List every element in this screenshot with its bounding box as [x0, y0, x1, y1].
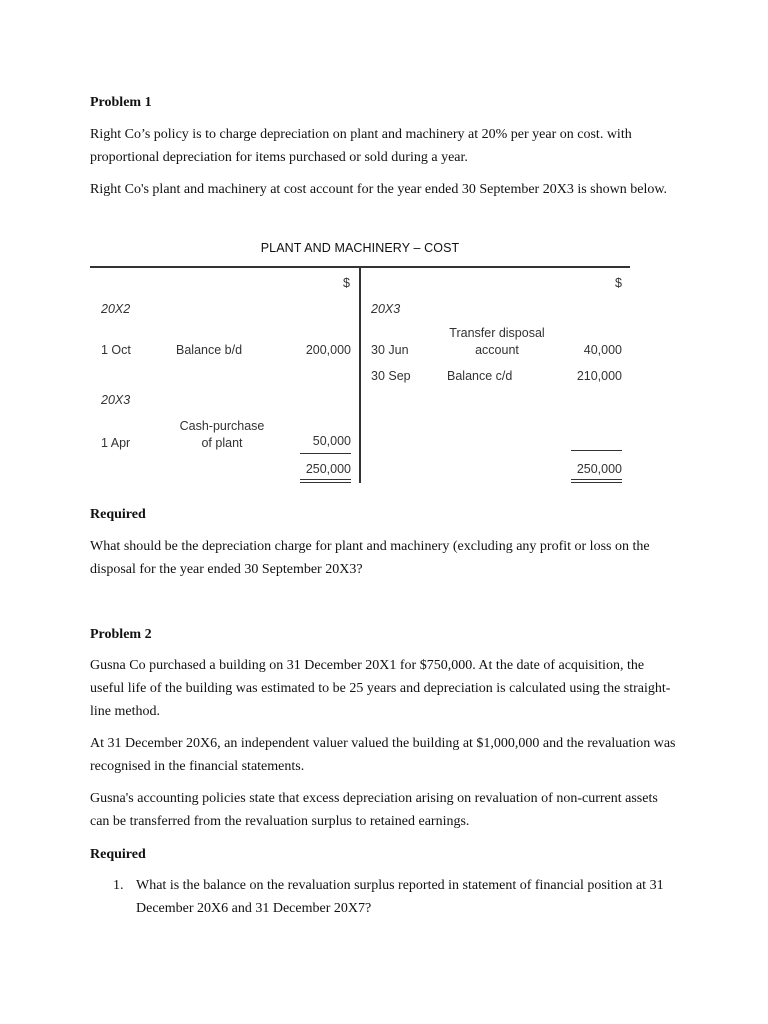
left-total-rule-1: [300, 479, 351, 480]
problem-2-paragraph-1: Gusna Co purchased a building on 31 December 20X1 for $750,000. At the date of acquisition, the useful life of the building was estimated to be 25 years and depreciation is calculated using the straight-line method.: [90, 658, 671, 719]
ledger-title: PLANT AND MACHINERY – COST: [260, 241, 460, 255]
problem-2-question-1: [113, 874, 683, 920]
left-row2-desc-line1: Cash-purchase: [179, 419, 265, 433]
right-total-rule-1: [571, 479, 622, 480]
right-row2-amount: 210,000: [576, 369, 622, 383]
left-row1-desc: Balance b/d: [176, 343, 243, 357]
left-currency-label: $: [343, 276, 350, 290]
ledger-center-rule: [359, 266, 361, 483]
left-total-rule-2: [300, 482, 351, 483]
problem-1-required-heading: Required: [90, 507, 146, 522]
left-row1-amount: 200,000: [305, 343, 351, 357]
problem-1-question: What should be the depreciation charge for plant and machinery (excluding any profit or loss on the disposal for the year ended 30 September 20X3?: [90, 539, 650, 577]
left-row1-date: 1 Oct: [101, 343, 131, 357]
list-text: What is the balance on the revaluation surplus reported in statement of financial position at 31 December 20X6 and 31 December 20X7?: [136, 878, 664, 916]
left-total: 250,000: [305, 462, 351, 476]
right-row1-desc-line2: account: [475, 343, 519, 357]
right-year-20x3: 20X3: [371, 302, 401, 316]
right-row1-desc-line1: Transfer disposal: [449, 326, 545, 340]
right-total: 250,000: [576, 462, 622, 476]
left-year-20x3: 20X3: [101, 393, 131, 407]
problem-1-paragraph-2: Right Co's plant and machinery at cost account for the year ended 30 September 20X3 is shown below.: [90, 182, 668, 197]
problem-1-heading: Problem 1: [90, 95, 152, 110]
right-row2-desc: Balance c/d: [447, 369, 513, 383]
left-year-20x2: 20X2: [101, 302, 131, 316]
right-total-rule-2: [571, 482, 622, 483]
right-row1-amount: 40,000: [583, 343, 622, 357]
left-row2-date: 1 Apr: [101, 436, 131, 450]
left-row2-desc-line2: of plant: [201, 436, 243, 450]
problem-2-heading: Problem 2: [90, 627, 152, 642]
left-subtotal-rule: [300, 453, 351, 454]
left-row2-amount: 50,000: [312, 434, 351, 448]
right-currency-label: $: [615, 276, 622, 290]
problem-2-paragraph-3: Gusna's accounting policies state that excess depreciation arising on revaluation of non-current assets can be transferred from the revaluation surplus to retained earnings.: [90, 791, 658, 829]
problem-1-paragraph-1: Right Co’s policy is to charge depreciation on plant and machinery at 20% per year on cost. with proportional depreciation for items purchased or sold during a year.: [90, 127, 632, 165]
list-number: 1.: [113, 878, 124, 893]
problem-2-required-heading: Required: [90, 847, 146, 862]
right-row2-date: 30 Sep: [371, 369, 411, 383]
right-row1-date: 30 Jun: [371, 343, 409, 357]
problem-2-paragraph-2: At 31 December 20X6, an independent valuer valued the building at $1,000,000 and the revaluation was recognised in the financial statements.: [90, 736, 676, 774]
right-subtotal-rule: [571, 450, 622, 451]
